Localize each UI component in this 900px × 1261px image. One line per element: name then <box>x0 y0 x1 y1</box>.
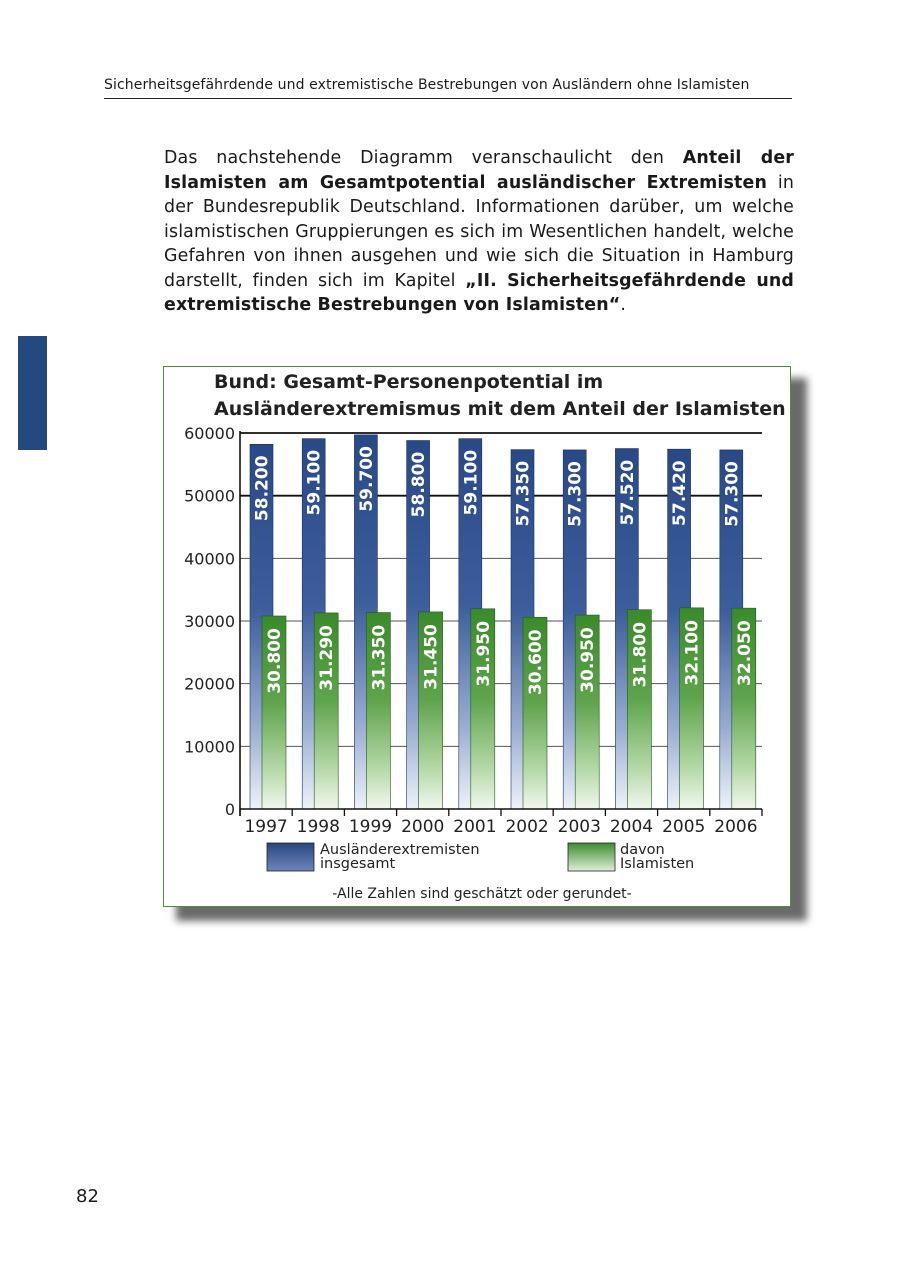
intro-text-1: Das nachstehende Diagramm veranschaulicht den <box>164 148 683 168</box>
y-tick-label: 50000 <box>184 486 235 506</box>
bar-islamists-label: 31.800 <box>630 621 651 688</box>
bar-total-label: 58.800 <box>409 451 430 518</box>
bar-islamists-label: 30.600 <box>526 629 546 696</box>
y-tick-label: 20000 <box>184 674 235 694</box>
bar-islamists-label: 31.290 <box>317 625 338 691</box>
chapter-marker-tab <box>18 336 47 450</box>
x-tick-label: 1997 <box>244 817 288 837</box>
bar-total-label: 57.300 <box>565 461 586 527</box>
legend-total-swatch <box>267 843 314 871</box>
bar-islamists-label: 32.100 <box>682 620 703 686</box>
bar-total-label: 57.300 <box>722 461 743 527</box>
legend-total-label: insgesamt <box>320 856 396 872</box>
intro-text-2: in der Bundesrepublik Deutschland. Informationen darüber, um welche islamistischen Gruppierungen es sich im Wesentlichen handelt, welche Gefahren von ihnen ausgehen und wie sich die Situation in Hamburg darstellt, finden sich im Kapitel <box>164 172 794 291</box>
x-tick-label: 2006 <box>714 817 758 837</box>
bars <box>250 435 756 809</box>
bar-total-label: 57.420 <box>670 460 691 526</box>
bar-total-label: 59.700 <box>356 446 377 512</box>
x-tick-label: 2004 <box>609 817 654 837</box>
page-number: 82 <box>76 1186 99 1207</box>
legend <box>267 842 694 872</box>
intro-text-3: . <box>620 295 626 315</box>
chart-title-line-2: Ausländerextremismus mit dem Anteil der Islamisten <box>214 398 786 420</box>
x-tick-label: 2002 <box>505 817 549 837</box>
chart-frame <box>163 366 791 907</box>
x-tick-labels <box>244 817 757 837</box>
bar-total-label: 57.350 <box>513 460 534 527</box>
intro-paragraph <box>164 146 794 318</box>
y-tick-label: 30000 <box>184 612 235 631</box>
bar-islamists-label: 32.050 <box>734 620 755 686</box>
legend-islamists-swatch <box>568 843 615 871</box>
intro-bold-1: Anteil der Islamisten am Gesamtpotential ausländischer Extremisten <box>164 148 794 193</box>
x-tick-label: 1999 <box>348 817 393 837</box>
bar-islamists-label: 31.350 <box>369 624 390 691</box>
bar-total-label: 59.100 <box>304 449 325 516</box>
x-tick-label: 2003 <box>557 817 601 837</box>
bar-islamists-label: 30.950 <box>578 627 599 693</box>
x-tick-label: 1998 <box>296 817 340 837</box>
header-rule <box>104 98 792 99</box>
y-tick-labels <box>184 424 235 819</box>
bar-islamists-label: 30.800 <box>265 628 285 694</box>
x-tick-label: 2001 <box>453 817 497 837</box>
bar-islamists-label: 31.950 <box>473 620 494 687</box>
y-tick-label: 40000 <box>184 549 235 569</box>
legend-total-label: Ausländerextremisten <box>320 842 480 858</box>
legend-islamists-label: davon <box>620 842 665 858</box>
y-tick-label: 10000 <box>184 737 235 757</box>
x-tick-label: 2005 <box>662 817 706 837</box>
chart-title-line-1: Bund: Gesamt-Personenpotential im <box>214 371 604 393</box>
running-header: Sicherheitsgefährdende und extremistische Bestrebungen von Ausländern ohne Islamisten <box>104 77 750 93</box>
bar-total-label: 59.100 <box>461 449 482 516</box>
bar-total-label: 57.520 <box>617 459 638 526</box>
intro-bold-2: „II. Sicherheitsgefährdende und extremistische Bestrebungen von Islamisten“ <box>164 270 794 315</box>
y-tick-label: 60000 <box>184 424 235 443</box>
x-tick-label: 2000 <box>401 817 445 837</box>
legend-islamists-label: Islamisten <box>620 856 695 872</box>
bar-islamists-label: 31.450 <box>421 624 442 690</box>
chart-footnote: -Alle Zahlen sind geschätzt oder gerundet- <box>332 886 632 902</box>
bar-total-label: 58.200 <box>252 455 273 522</box>
bar-chart <box>164 367 790 906</box>
y-tick-label: 0 <box>224 800 235 819</box>
